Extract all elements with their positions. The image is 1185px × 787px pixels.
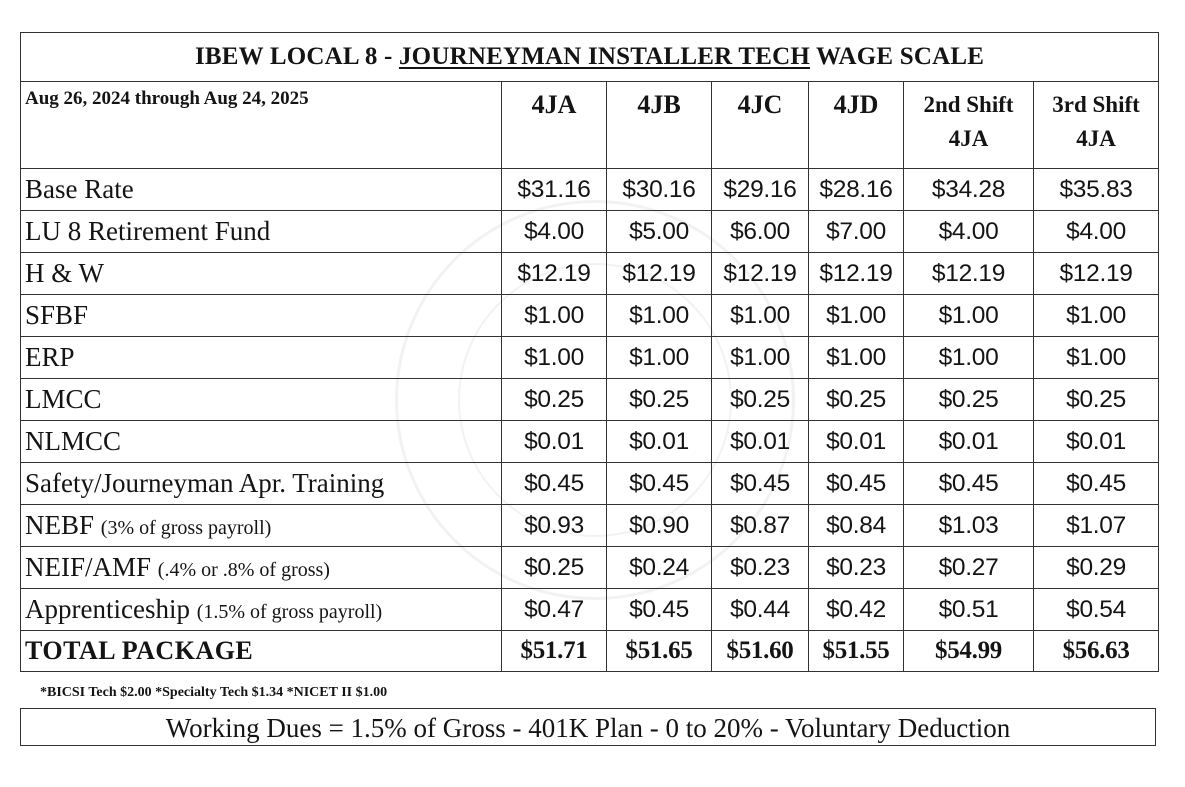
rate-value: $12.19 (607, 253, 712, 295)
rate-value: $0.01 (1034, 421, 1159, 463)
rate-value: $28.16 (809, 169, 904, 211)
rate-value: $1.00 (712, 337, 809, 379)
rate-value: $35.83 (1034, 169, 1159, 211)
rate-value: $0.44 (712, 589, 809, 631)
total-value: $56.63 (1034, 631, 1159, 672)
column-header-4jc: 4JC (712, 82, 809, 169)
rate-value: $31.16 (502, 169, 607, 211)
rate-value: $0.24 (607, 547, 712, 589)
rate-value: $0.27 (904, 547, 1034, 589)
column-header-2nd-shift: 2nd Shift 4JA (904, 82, 1034, 169)
rate-value: $0.25 (809, 379, 904, 421)
rate-value: $0.90 (607, 505, 712, 547)
table-row (21, 547, 1159, 589)
rate-value: $0.51 (904, 589, 1034, 631)
rate-value: $1.00 (809, 337, 904, 379)
row-label: Base Rate (21, 169, 502, 211)
wage-scale-table (20, 32, 1159, 672)
rate-value: $0.01 (809, 421, 904, 463)
table-row (21, 379, 1159, 421)
rate-value: $5.00 (607, 211, 712, 253)
table-row (21, 505, 1159, 547)
rate-value: $6.00 (712, 211, 809, 253)
rate-value: $7.00 (809, 211, 904, 253)
rate-value: $0.45 (607, 589, 712, 631)
table-row (21, 253, 1159, 295)
rate-value: $1.00 (1034, 337, 1159, 379)
row-label: LMCC (21, 379, 502, 421)
total-value: $51.71 (502, 631, 607, 672)
total-row (21, 631, 1159, 672)
total-label: TOTAL PACKAGE (21, 631, 502, 672)
rate-value: $12.19 (502, 253, 607, 295)
table-row (21, 463, 1159, 505)
rate-value: $1.00 (502, 295, 607, 337)
total-value: $51.55 (809, 631, 904, 672)
rate-value: $12.19 (1034, 253, 1159, 295)
row-label: SFBF (21, 295, 502, 337)
rate-value: $0.84 (809, 505, 904, 547)
rate-value: $1.00 (502, 337, 607, 379)
rate-value: $0.25 (502, 547, 607, 589)
rate-value: $0.45 (904, 463, 1034, 505)
rate-value: $30.16 (607, 169, 712, 211)
total-value: $51.60 (712, 631, 809, 672)
rate-value: $0.01 (502, 421, 607, 463)
table-row (21, 169, 1159, 211)
total-value: $54.99 (904, 631, 1034, 672)
rate-value: $0.25 (712, 379, 809, 421)
rate-value: $0.01 (607, 421, 712, 463)
rate-value: $12.19 (809, 253, 904, 295)
header-row (21, 82, 1159, 169)
rate-value: $29.16 (712, 169, 809, 211)
rate-value: $0.25 (502, 379, 607, 421)
rate-value: $4.00 (1034, 211, 1159, 253)
rate-value: $34.28 (904, 169, 1034, 211)
rate-value: $1.07 (1034, 505, 1159, 547)
row-label: Apprenticeship (1.5% of gross payroll) (21, 589, 502, 631)
table-row (21, 421, 1159, 463)
rate-value: $1.00 (1034, 295, 1159, 337)
row-label: ERP (21, 337, 502, 379)
row-note: (.4% or .8% of gross) (157, 559, 330, 581)
rate-value: $4.00 (904, 211, 1034, 253)
wage-rows (21, 169, 1159, 631)
rate-value: $0.45 (1034, 463, 1159, 505)
rate-value: $12.19 (904, 253, 1034, 295)
rate-value: $1.00 (809, 295, 904, 337)
rate-value: $0.45 (712, 463, 809, 505)
row-label: NEBF (3% of gross payroll) (21, 505, 502, 547)
rate-value: $0.23 (809, 547, 904, 589)
date-range: Aug 26, 2024 through Aug 24, 2025 (21, 82, 502, 169)
row-label: NEIF/AMF (.4% or .8% of gross) (21, 547, 502, 589)
rate-value: $12.19 (712, 253, 809, 295)
rate-value: $0.45 (809, 463, 904, 505)
rate-value: $1.00 (712, 295, 809, 337)
rate-value: $0.45 (607, 463, 712, 505)
column-header-4jb: 4JB (607, 82, 712, 169)
rate-value: $0.47 (502, 589, 607, 631)
row-note: (1.5% of gross payroll) (196, 601, 383, 623)
rate-value: $0.54 (1034, 589, 1159, 631)
title-suffix: WAGE SCALE (810, 43, 985, 70)
rate-value: $0.01 (904, 421, 1034, 463)
rate-value: $1.03 (904, 505, 1034, 547)
rate-value: $0.45 (502, 463, 607, 505)
rate-value: $1.00 (904, 337, 1034, 379)
rate-value: $0.25 (607, 379, 712, 421)
table-title (21, 33, 1159, 82)
rate-value: $0.29 (1034, 547, 1159, 589)
total-value: $51.65 (607, 631, 712, 672)
row-label: Safety/Journeyman Apr. Training (21, 463, 502, 505)
rate-value: $0.93 (502, 505, 607, 547)
column-header-4ja: 4JA (502, 82, 607, 169)
table-row (21, 295, 1159, 337)
rate-value: $0.87 (712, 505, 809, 547)
rate-value: $0.01 (712, 421, 809, 463)
rate-value: $0.42 (809, 589, 904, 631)
rate-value: $0.25 (904, 379, 1034, 421)
row-label: LU 8 Retirement Fund (21, 211, 502, 253)
rate-value: $1.00 (904, 295, 1034, 337)
footnote: *BICSI Tech $2.00 *Specialty Tech $1.34 *NICET II $1.00 (40, 685, 388, 700)
rate-value: $1.00 (607, 337, 712, 379)
row-note: (3% of gross payroll) (100, 517, 272, 539)
table-row (21, 211, 1159, 253)
title-prefix: IBEW LOCAL 8 - (194, 43, 399, 70)
title-underlined: JOURNEYMAN INSTALLER TECH (398, 43, 811, 70)
row-label: NLMCC (21, 421, 502, 463)
row-label: H & W (21, 253, 502, 295)
rate-value: $0.23 (712, 547, 809, 589)
working-dues-box: Working Dues = 1.5% of Gross - 401K Plan - 0 to 20% - Voluntary Deduction (20, 708, 1156, 746)
rate-value: $0.25 (1034, 379, 1159, 421)
column-header-3rd-shift: 3rd Shift 4JA (1034, 82, 1159, 169)
table-row (21, 337, 1159, 379)
column-header-4jd: 4JD (809, 82, 904, 169)
rate-value: $1.00 (607, 295, 712, 337)
table-row (21, 589, 1159, 631)
rate-value: $4.00 (502, 211, 607, 253)
